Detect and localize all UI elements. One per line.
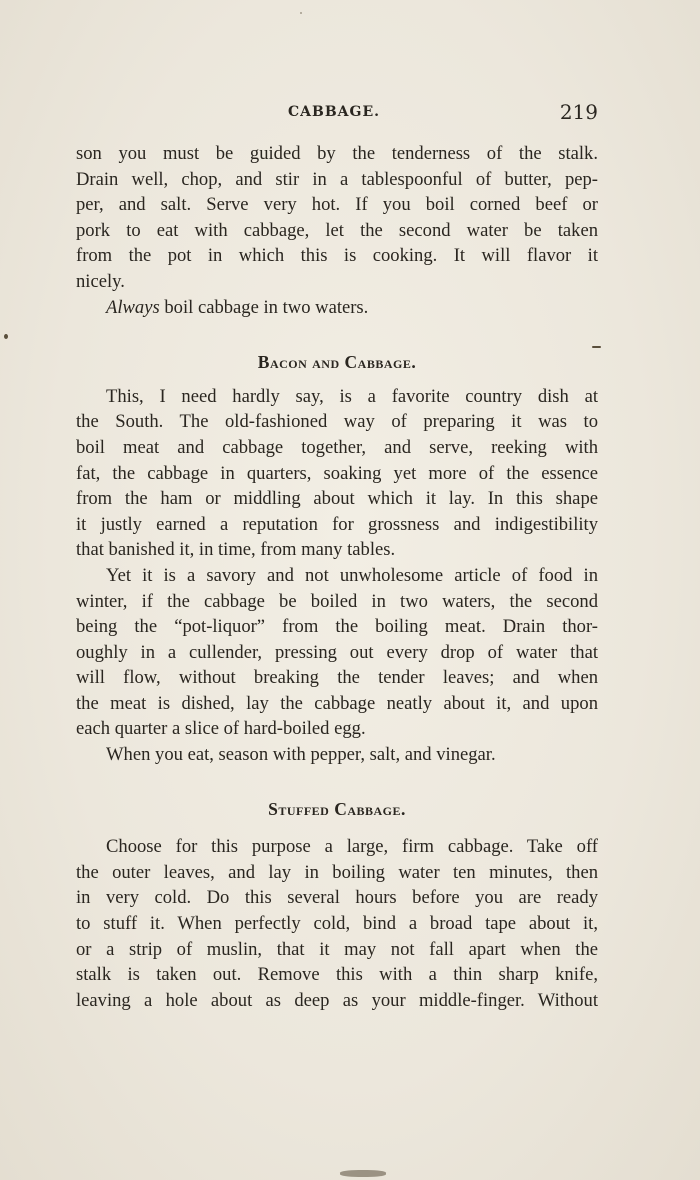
text-line: winter, if the cabbage be boiled in two waters, the second <box>76 590 598 612</box>
text-line: fat, the cabbage in quarters, soaking yet more of the essence <box>76 462 598 484</box>
text-line: being the “pot-liquor” from the boiling meat. Drain thor- <box>76 616 598 638</box>
page-number: 219 <box>559 100 598 124</box>
section-heading-bacon: Bacon and Cabbage. <box>257 352 417 373</box>
bacon-paragraph-2 <box>76 563 598 742</box>
stuffed-paragraph-1 <box>76 834 598 1013</box>
paper-speck <box>592 346 601 348</box>
text-line: to stuff it. When perfectly cold, bind a broad tape about it, <box>76 913 598 935</box>
emphasis-always: Always <box>106 296 160 318</box>
text-line: This, I need hardly say, is a favorite country dish at <box>106 385 598 407</box>
text-line: the meat is dished, lay the cabbage neatly about it, and upon <box>76 692 598 714</box>
body-text <box>76 141 598 1013</box>
text-line: Choose for this purpose a large, firm cabbage. Take off <box>106 836 598 858</box>
text-line: will flow, without breaking the tender leaves; and when <box>76 667 598 689</box>
text-line: that banished it, in time, from many tables. <box>76 539 396 561</box>
text-line: from the pot in which this is cooking. It will flavor it <box>76 245 598 267</box>
paper-speck <box>300 12 302 14</box>
text-line: or a strip of muslin, that it may not fall apart when the <box>76 938 598 960</box>
text-line: Yet it is a savory and not unwholesome article of food in <box>106 564 598 586</box>
text-line: the outer leaves, and lay in boiling water ten minutes, then <box>76 861 598 883</box>
text-line: nicely. <box>76 270 125 292</box>
text-line: stalk is taken out. Remove this with a thin sharp knife, <box>76 964 598 986</box>
paper-speck <box>340 1170 386 1177</box>
text-line: When you eat, season with pepper, salt, and vinegar. <box>106 744 496 766</box>
bacon-paragraph-1 <box>76 384 598 563</box>
text-line: Drain well, chop, and stir in a tablespoonful of butter, pep- <box>76 168 598 190</box>
text-line: the South. The old-fashioned way of preparing it was to <box>76 411 598 433</box>
always-paragraph <box>76 295 598 321</box>
text-line: in very cold. Do this several hours before you are ready <box>76 887 598 909</box>
text-line: pork to eat with cabbage, let the second water be taken <box>76 219 598 241</box>
text-line <box>76 295 598 321</box>
bacon-paragraph-3 <box>76 742 598 768</box>
section-heading-stuffed: Stuffed Cabbage. <box>268 798 406 819</box>
paper-speck <box>4 334 8 339</box>
running-head: CABBAGE. <box>288 104 381 120</box>
text-line: per, and salt. Serve very hot. If you boil corned beef or <box>76 194 598 216</box>
text-line: oughly in a cullender, pressing out every drop of water that <box>76 641 598 663</box>
text-line: boil meat and cabbage together, and serve, reeking with <box>76 436 598 458</box>
text-line: from the ham or middling about which it lay. In this shape <box>76 488 598 510</box>
text-line: it justly earned a reputation for grossness and indigestibility <box>76 513 598 535</box>
text-line: son you must be guided by the tenderness of the stalk. <box>76 143 598 164</box>
opening-paragraph <box>76 141 598 295</box>
page-header <box>76 100 598 130</box>
text-line: each quarter a slice of hard-boiled egg. <box>76 718 366 740</box>
text-line: leaving a hole about as deep as your middle-finger. Without <box>76 989 598 1011</box>
always-rest: boil cabbage in two waters. <box>159 296 369 318</box>
